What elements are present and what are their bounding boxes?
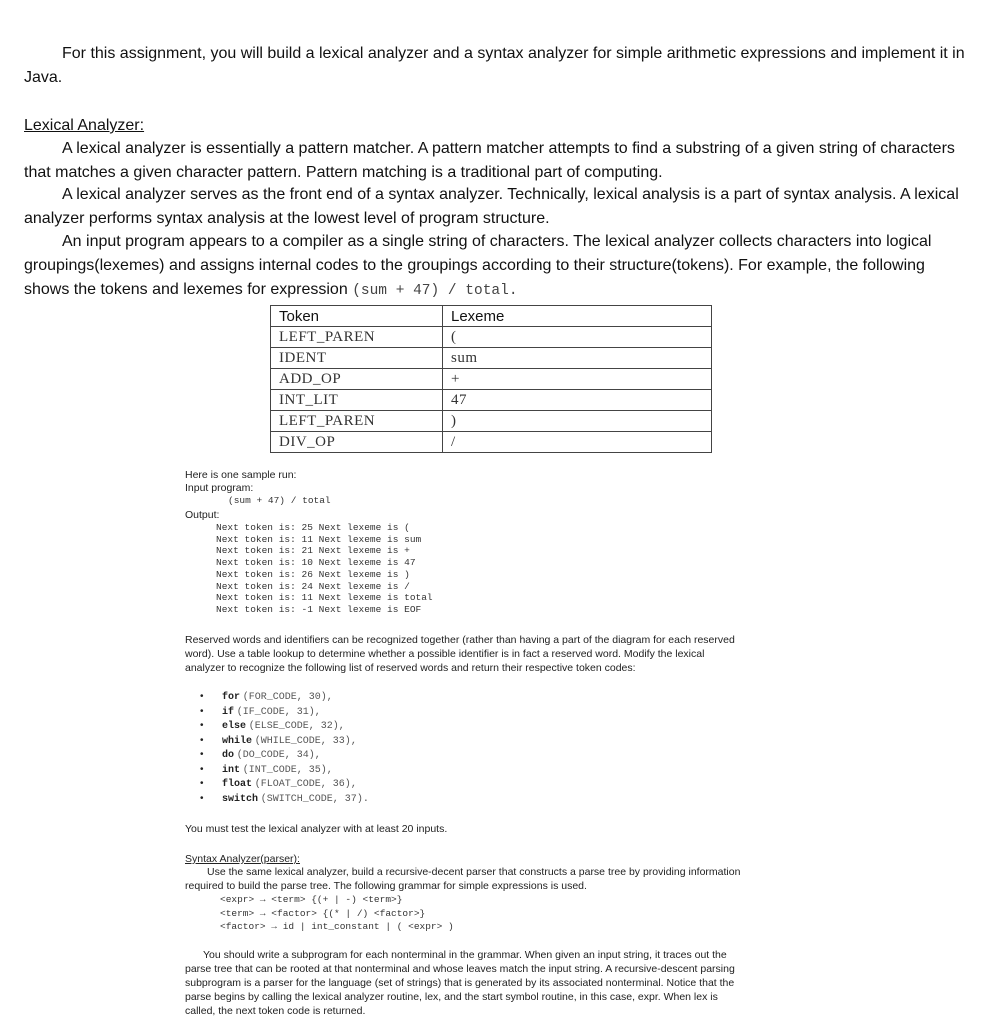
list-item — [200, 777, 369, 792]
token-code: (FOR_CODE, 30), — [242, 692, 333, 703]
closing-paragraph: You should write a subprogram for each nonterminal in the grammar. When given an input string, it traces out the parse tree that can be rooted at that nonterminal and whose leaves match the input string. A recursive-descent parsing subprogram is a parser for the language (set of strings) that is generated by its associated nonterminal. Notice that the parse begins by calling the lexical analyzer routine, lex, and the start symbol routine, in this case, expr. When lex is called, the next token code is returned. — [185, 949, 735, 1017]
input-program-code: (sum + 47) / total — [228, 495, 331, 506]
example-expression: (sum + 47) / total. — [352, 283, 518, 299]
token-cell: LEFT_PAREN — [271, 411, 443, 432]
input-program-label: Input program: — [185, 482, 254, 494]
keyword: else — [222, 721, 247, 732]
token-cell: LEFT_PAREN — [271, 327, 443, 348]
token-code: (ELSE_CODE, 32), — [248, 721, 345, 732]
list-item — [200, 763, 369, 778]
keyword: float — [222, 779, 253, 790]
lexeme-cell: 47 — [443, 390, 712, 411]
keyword: switch — [222, 793, 259, 805]
lexical-heading: Lexical Analyzer: — [24, 117, 145, 134]
table-header-row — [271, 306, 712, 327]
keyword: if — [222, 706, 235, 718]
syntax-heading: Syntax Analyzer(parser): — [185, 853, 300, 865]
output-line: Next token is: 11 Next lexeme is sum — [216, 533, 422, 545]
token-code: (FLOAT_CODE, 36), — [254, 779, 357, 790]
syntax-paragraph: Use the same lexical analyzer, build a recursive-decent parser that constructs a parse tree by providing information required to build the parse tree. The following grammar for simple expressions is used. — [185, 866, 741, 892]
keyword: for — [222, 692, 241, 703]
output-line: Next token is: 21 Next lexeme is + — [216, 545, 410, 557]
test-note: You must test the lexical analyzer with at least 20 inputs. — [185, 823, 448, 835]
output-line: Next token is: 10 Next lexeme is 47 — [216, 557, 416, 569]
token-cell: ADD_OP — [271, 369, 443, 390]
token-code: (IF_CODE, 31), — [236, 706, 321, 718]
list-item — [200, 792, 369, 807]
list-item — [200, 719, 369, 734]
lexeme-cell: / — [443, 432, 712, 453]
table-row — [271, 327, 712, 348]
grammar-rule: <expr> → <term> {(+ | -) <term>} — [220, 894, 403, 905]
output-label: Output: — [185, 509, 220, 521]
table-row — [271, 390, 712, 411]
intro-paragraph: For this assignment, you will build a lexical analyzer and a syntax analyzer for simple arithmetic expressions and implement it in Java. — [24, 45, 965, 86]
token-code: (INT_CODE, 35), — [242, 764, 333, 776]
grammar-block — [220, 893, 454, 934]
list-item — [200, 734, 369, 749]
lexical-paragraph-1: A lexical analyzer is essentially a pattern matcher. A pattern matcher attempts to find a substring of a given string of characters that matches a given character pattern. Pattern matching is a traditional part of computing. — [24, 140, 955, 181]
output-block — [216, 522, 433, 616]
output-line: Next token is: -1 Next lexeme is EOF — [216, 603, 422, 615]
token-code: (DO_CODE, 34), — [236, 750, 321, 761]
lexeme-cell: ( — [443, 327, 712, 348]
output-line: Next token is: 11 Next lexeme is total — [216, 592, 433, 604]
grammar-rule: <term> → <factor> {(* | /) <factor>} — [220, 907, 426, 919]
token-cell: IDENT — [271, 348, 443, 369]
lexeme-cell: sum — [443, 348, 712, 369]
token-cell: INT_LIT — [271, 390, 443, 411]
keyword: do — [222, 750, 235, 761]
token-code: (WHILE_CODE, 33), — [254, 735, 357, 747]
table-row — [271, 432, 712, 453]
token-lexeme-table — [270, 305, 712, 453]
list-item — [200, 705, 369, 720]
list-item — [200, 748, 369, 763]
output-line: Next token is: 24 Next lexeme is / — [216, 580, 410, 592]
token-cell: DIV_OP — [271, 432, 443, 453]
grammar-rule: <factor> → id | int_constant | ( <expr> ) — [220, 921, 454, 932]
keyword: while — [222, 735, 253, 747]
lexeme-cell: ) — [443, 411, 712, 432]
lexical-paragraph-3 — [24, 230, 974, 303]
table-row — [271, 369, 712, 390]
token-code: (SWITCH_CODE, 37). — [260, 793, 369, 805]
list-item — [200, 690, 369, 705]
output-line: Next token is: 25 Next lexeme is ( — [216, 522, 410, 533]
table-row — [271, 411, 712, 432]
lexeme-cell: + — [443, 369, 712, 390]
lexeme-header: Lexeme — [443, 306, 712, 327]
keyword: int — [222, 764, 241, 776]
token-header: Token — [271, 306, 443, 327]
reserved-words-list — [200, 690, 369, 806]
lexical-paragraph-3-text: An input program appears to a compiler as a single string of characters. The lexical analyzer collects characters into logical groupings(lexemes) and assigns internal codes to the groupings according to their structure(tokens). For example, the following shows the tokens and lexemes for expression — [24, 233, 932, 298]
sample-run-intro: Here is one sample run: — [185, 469, 297, 481]
table-row — [271, 348, 712, 369]
output-line: Next token is: 26 Next lexeme is ) — [216, 568, 410, 580]
lexical-paragraph-2: A lexical analyzer serves as the front end of a syntax analyzer. Technically, lexical analysis is a part of syntax analysis. A lexical analyzer performs syntax analysis at the lowest level of program structure. — [24, 186, 959, 227]
reserved-words-paragraph: Reserved words and identifiers can be recognized together (rather than having a part of the diagram for each reserved word). Use a table lookup to determine whether a possible identifier is in fact a reserved word. Modify the lexical analyzer to recognize the following list of reserved words and return their respective token codes: — [185, 634, 735, 674]
